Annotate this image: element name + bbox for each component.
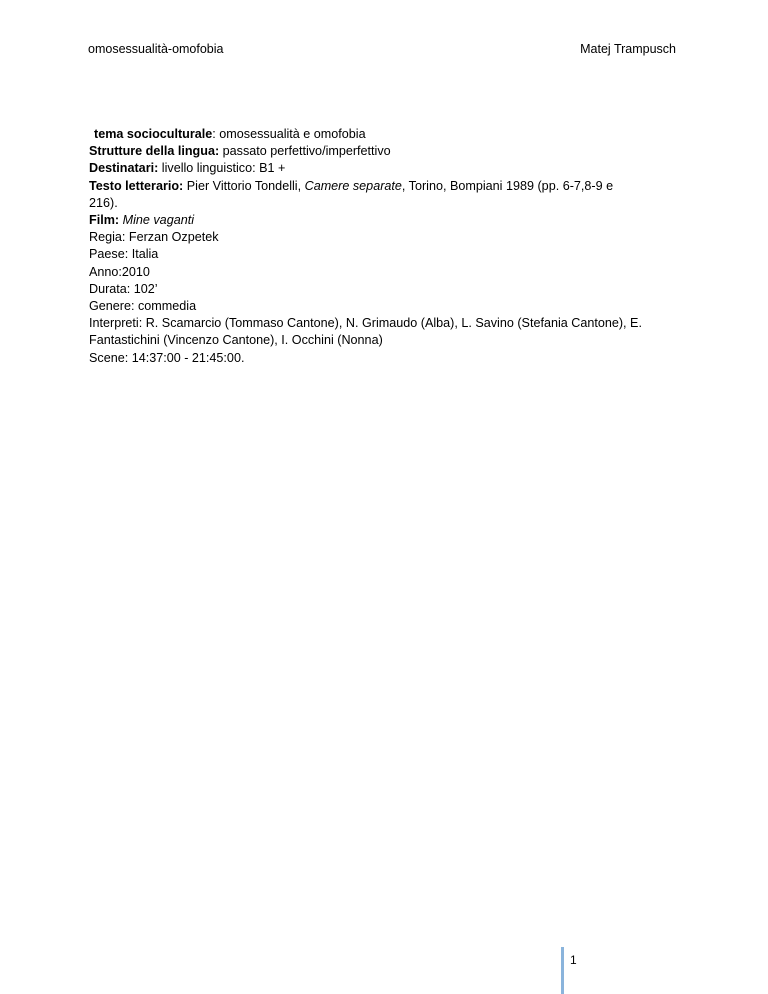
line-strutture [89, 143, 689, 160]
page-number: 1 [570, 953, 577, 967]
testo-title: Camere separate [304, 178, 402, 193]
film-label: Film: [89, 213, 120, 228]
page-number-bar [561, 947, 564, 994]
line-interpreti: Interpreti: R. Scamarcio (Tommaso Cantone), N. Grimaudo (Alba), L. Savino (Stefania Cantone), E. [89, 316, 642, 331]
line-testo [89, 178, 689, 195]
strutture-value: passato perfettivo/imperfettivo [219, 144, 391, 159]
line-testo-cont: 216). [89, 195, 118, 210]
page-header [88, 40, 676, 58]
testo-label: Testo letterario: [89, 178, 184, 193]
header-author: Matej Trampusch [580, 42, 676, 56]
testo-value-pre: Pier Vittorio Tondelli, [183, 178, 305, 193]
destinatari-label: Destinatari: [89, 161, 159, 176]
tema-label: tema socioculturale [94, 127, 213, 141]
line-destinatari [89, 160, 689, 177]
tema-value: : omosessualità e omofobia [212, 127, 366, 141]
line-tema [89, 126, 689, 143]
line-genere: Genere: commedia [89, 299, 197, 314]
line-durata: Durata: 102’ [89, 281, 158, 296]
destinatari-value: livello linguistico: B1 + [158, 161, 286, 176]
header-topic: omosessualità-omofobia [88, 42, 224, 56]
testo-value-post: , Torino, Bompiani 1989 (pp. 6-7,8-9 e [401, 178, 614, 193]
strutture-label: Strutture della lingua: [89, 144, 220, 159]
film-title: Mine vaganti [122, 213, 194, 228]
line-regia: Regia: Ferzan Ozpetek [89, 230, 219, 245]
line-anno: Anno:2010 [89, 264, 150, 279]
line-scene: Scene: 14:37:00 - 21:45:00. [89, 350, 245, 365]
document-body [89, 126, 689, 367]
line-film [89, 212, 689, 229]
line-paese: Paese: Italia [89, 247, 159, 262]
line-interpreti-cont: Fantastichini (Vincenzo Cantone), I. Occhini (Nonna) [89, 333, 383, 348]
